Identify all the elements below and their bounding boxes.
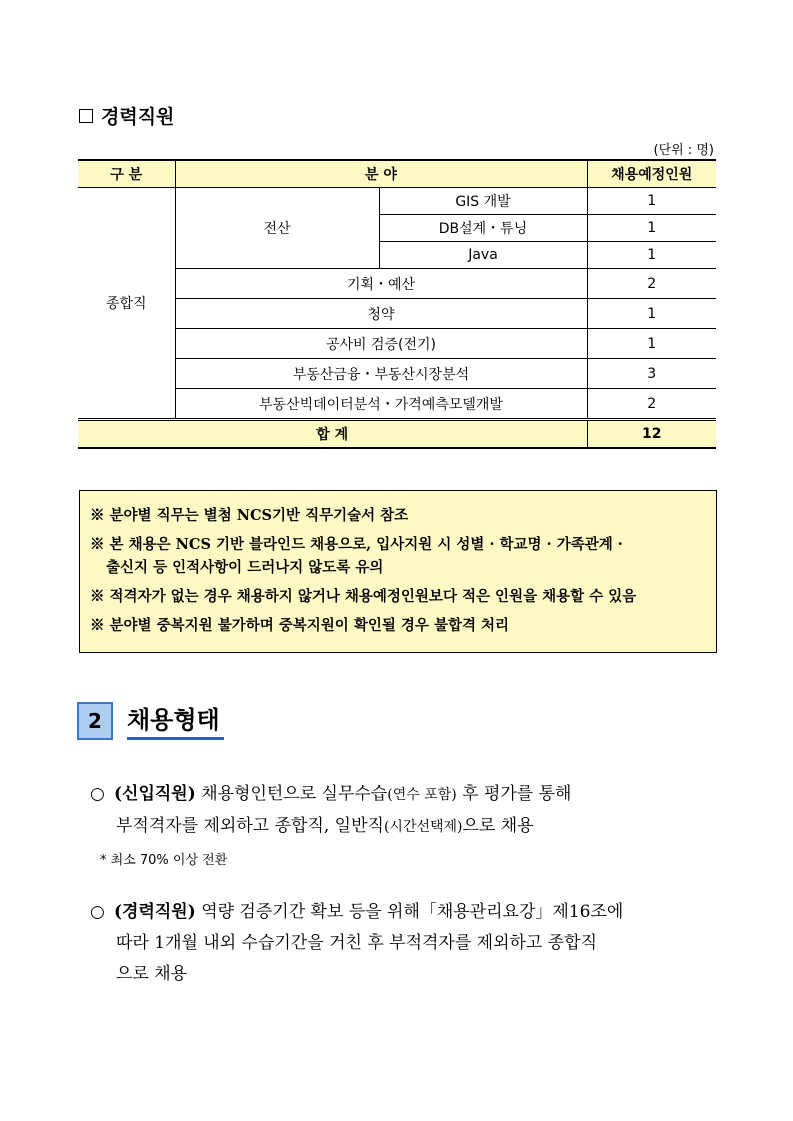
exp-hire-paragraph <box>90 897 718 990</box>
total-row <box>78 420 716 449</box>
section-2-title: 채용형태 <box>127 700 224 740</box>
notice-line: 출신지 등 인적사항이 드러나지 않도록 유의 <box>106 559 384 576</box>
new-hire-text-small: (연수 포함) <box>387 787 457 803</box>
section-title-text: 경력직원 <box>101 106 175 128</box>
header-count: 채용예정인원 <box>587 160 716 188</box>
section-number-badge: 2 <box>77 702 113 740</box>
table-header-row <box>78 160 716 188</box>
category-cell: 종합직 <box>78 188 175 420</box>
bullet-icon: ○ <box>90 784 105 804</box>
header-category: 구 분 <box>78 160 175 188</box>
bullet-icon: ○ <box>90 902 105 922</box>
field-cell: 부동산빅데이터분석・가격예측모델개발 <box>175 389 587 420</box>
total-count: 12 <box>587 420 716 449</box>
footnote: * 최소 70% 이상 전환 <box>100 853 228 868</box>
count-cell: 3 <box>587 359 716 389</box>
notice-line: ※ 적격자가 없는 경우 채용하지 않거나 채용예정인원보다 적은 인원을 채용할 수 있음 <box>90 588 637 605</box>
field-cell: GIS 개발 <box>379 188 587 215</box>
field-cell: Java <box>379 242 587 269</box>
count-cell: 2 <box>587 389 716 420</box>
table-row <box>78 188 716 215</box>
exp-hire-text: 으로 채용 <box>116 964 188 984</box>
field-cell: 공사비 검증(전기) <box>175 329 587 359</box>
header-field: 분 야 <box>175 160 587 188</box>
count-cell: 1 <box>587 242 716 269</box>
new-hire-label: (신입직원) <box>114 784 196 804</box>
new-hire-text: 채용형인턴으로 실무수습 <box>201 784 388 804</box>
new-hire-paragraph <box>90 779 718 843</box>
recruitment-table <box>78 159 716 449</box>
new-hire-text: 부적격자를 제외하고 종합직, 일반직 <box>116 816 384 836</box>
field-cell: 기획・예산 <box>175 269 587 299</box>
notice-line: ※ 본 채용은 NCS 기반 블라인드 채용으로, 입사지원 시 성별 · 학교명 · 가족관계 · <box>90 536 623 553</box>
count-cell: 1 <box>587 299 716 329</box>
count-cell: 1 <box>587 215 716 242</box>
notice-line: ※ 분야별 직무는 별첨 NCS기반 직무기술서 참조 <box>90 507 409 524</box>
section-title <box>79 102 174 129</box>
count-cell: 2 <box>587 269 716 299</box>
section-2-heading <box>77 700 224 740</box>
exp-hire-label: (경력직원) <box>114 902 196 922</box>
count-cell: 1 <box>587 188 716 215</box>
unit-note: (단위 : 명) <box>653 143 714 158</box>
checkbox-icon <box>79 109 93 123</box>
new-hire-text: 후 평가를 통해 <box>462 784 572 804</box>
new-hire-text: 으로 채용 <box>462 816 534 836</box>
notice-box <box>79 490 717 653</box>
count-cell: 1 <box>587 329 716 359</box>
notice-line: ※ 분야별 중복지원 불가하며 중복지원이 확인될 경우 불합격 처리 <box>90 617 510 634</box>
exp-hire-text: 역량 검증기간 확보 등을 위해「채용관리요강」제16조에 <box>201 902 624 922</box>
exp-hire-text: 따라 1개월 내외 수습기간을 거친 후 부적격자를 제외하고 종합직 <box>116 933 598 953</box>
field-cell: 부동산금융・부동산시장분석 <box>175 359 587 389</box>
total-label: 합 계 <box>78 420 587 449</box>
new-hire-text-small: (시간선택제) <box>383 819 463 835</box>
field-cell: DB설계・튜닝 <box>379 215 587 242</box>
group-cell: 전산 <box>175 188 379 269</box>
field-cell: 청약 <box>175 299 587 329</box>
